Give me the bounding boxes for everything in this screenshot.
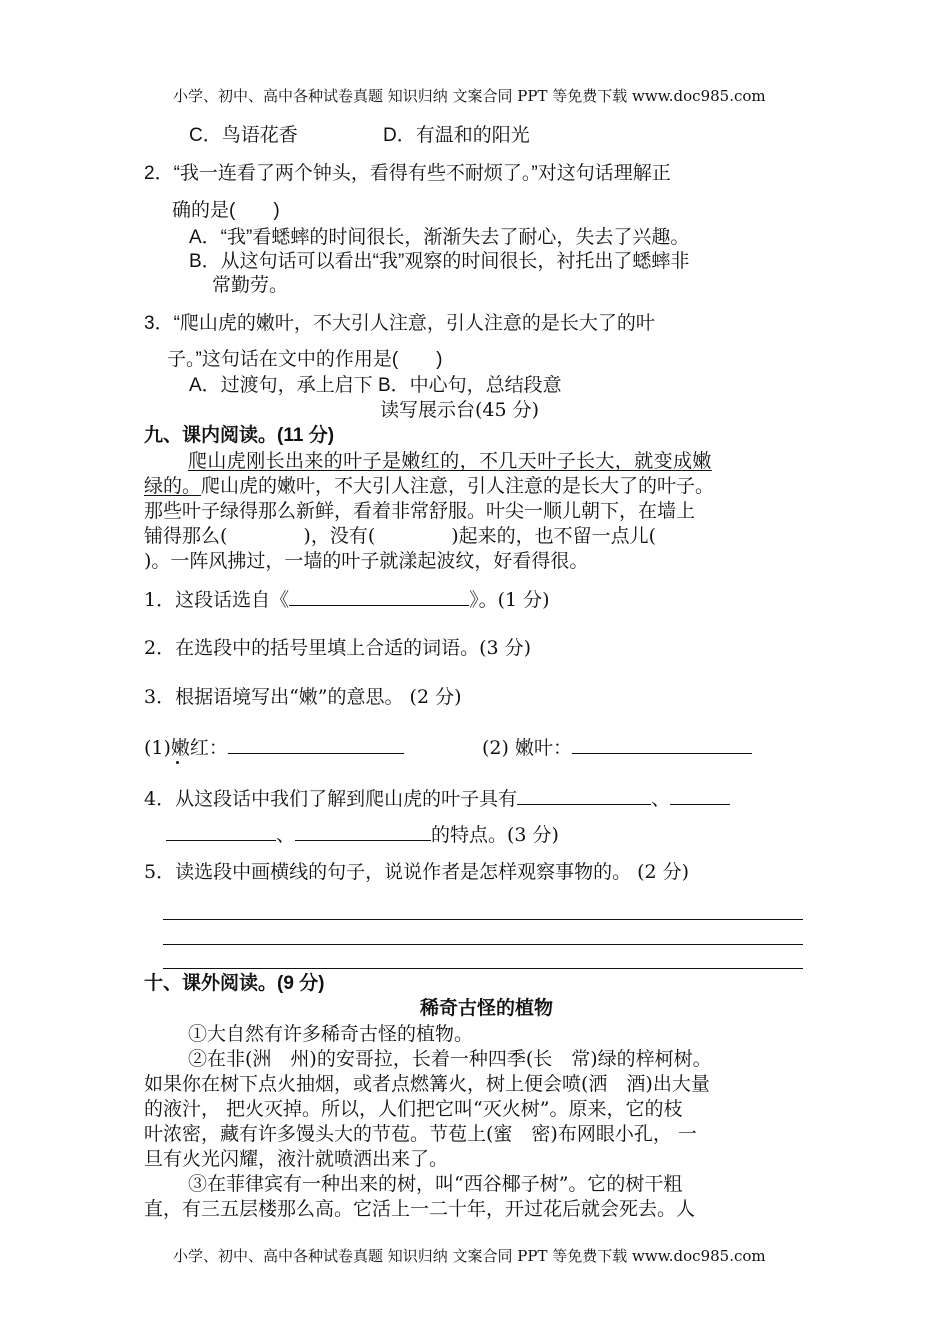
passage-line-1 bbox=[188, 449, 712, 473]
page-footer: 小学、初中、高中各种试卷真题 知识归纳 文案合同 PPT 等免费下载 www.doc985.com bbox=[173, 1247, 766, 1265]
question-2-option-b-line-1: B．从这句话可以看出“我”观察的时间很长，衬托出了蟋蟀非 bbox=[189, 251, 690, 272]
passage-line-2-rest: 爬山虎的嫩叶，不大引人注意，引人注意的是长大了的叶子。 bbox=[201, 475, 715, 497]
underlined-sentence-part-1: 爬山虎刚长出来的叶子是嫩红的，不几天叶子长大，就变成嫩 bbox=[188, 450, 712, 472]
nine-question-4-line-1 bbox=[144, 786, 730, 811]
q3-1-label: (1)嫩红： bbox=[144, 737, 228, 759]
answer-line-2[interactable] bbox=[163, 944, 803, 945]
article-line-1: ①大自然有许多稀奇古怪的植物。 bbox=[188, 1023, 474, 1045]
article-line-4: 的液汁， 把火灭掉。所以，人们把它叫“灭火树”。原来，它的枝 bbox=[144, 1098, 683, 1120]
question-3-line-2: 子。”这句话在文中的作用是( ) bbox=[167, 349, 443, 370]
article-line-7: ③在菲律宾有一种出来的树，叫“西谷椰子树”。它的树干粗 bbox=[188, 1173, 683, 1195]
article-title: 稀奇古怪的植物 bbox=[420, 998, 554, 1019]
option-c: C．鸟语花香 bbox=[189, 125, 298, 146]
article-line-6: 旦有火光闪耀，液汁就喷洒出来了。 bbox=[144, 1148, 449, 1170]
emphasis-dot bbox=[176, 761, 179, 764]
page-header: 小学、初中、高中各种试卷真题 知识归纳 文案合同 PPT 等免费下载 www.doc985.com bbox=[173, 87, 766, 105]
nine-question-3: 3．根据语境写出“嫩”的意思。 (2 分) bbox=[144, 686, 462, 708]
q4-separator: 、 bbox=[651, 788, 671, 810]
nine-question-3-2 bbox=[482, 735, 752, 760]
q1-answer-blank[interactable] bbox=[289, 587, 469, 606]
passage-line-3: 那些叶子绿得那么新鲜，看着非常舒服。叶尖一顺儿朝下，在墙上 bbox=[144, 500, 696, 522]
option-d: D．有温和的阳光 bbox=[383, 125, 530, 146]
q4-answer-blank-2a[interactable] bbox=[670, 786, 730, 805]
nine-question-3-1 bbox=[144, 735, 404, 760]
article-line-3: 如果你在树下点火抽烟，或者点燃篝火，树上便会喷(洒 酒)出大量 bbox=[144, 1073, 710, 1095]
q1-prefix: 1．这段话选自《 bbox=[144, 589, 290, 611]
answer-line-1[interactable] bbox=[163, 919, 803, 920]
nine-question-2: 2．在选段中的括号里填上合适的词语。(3 分) bbox=[144, 637, 532, 659]
q4-line2-separator: 、 bbox=[276, 824, 296, 846]
passage-line-5: )。一阵风拂过，一墙的叶子就漾起波纹，好看得很。 bbox=[144, 550, 589, 572]
question-2-line-1: 2．“我一连看了两个钟头，看得有些不耐烦了。”对这句话理解正 bbox=[144, 163, 671, 184]
passage-line-2 bbox=[144, 474, 714, 498]
nine-question-5: 5．读选段中画横线的句子，说说作者是怎样观察事物的。 (2 分) bbox=[144, 861, 690, 883]
answer-line-3[interactable] bbox=[163, 968, 803, 969]
question-3-options: A．过渡句，承上启下 B．中心句，总结段意 bbox=[189, 375, 562, 396]
q4-answer-blank-2b[interactable] bbox=[166, 822, 276, 841]
question-2-option-a: A．“我”看蟋蟀的时间很长，渐渐失去了耐心，失去了兴趣。 bbox=[189, 227, 690, 248]
question-2-option-b-line-2: 常勤劳。 bbox=[212, 275, 289, 296]
article-line-5: 叶浓密，藏有许多馒头大的节苞。节苞上(蜜 密)布网眼小孔， 一 bbox=[144, 1123, 697, 1145]
section-title: 读写展示台(45 分) bbox=[380, 399, 540, 421]
q3-1-answer-blank[interactable] bbox=[228, 735, 404, 754]
section-ten-title: 十、课外阅读。(9 分) bbox=[144, 973, 325, 994]
question-3-line-1: 3．“爬山虎的嫩叶，不大引人注意，引人注意的是长大了的叶 bbox=[144, 313, 655, 334]
q4-suffix: 的特点。(3 分) bbox=[431, 824, 559, 846]
section-nine-title: 九、课内阅读。(11 分) bbox=[144, 425, 335, 446]
nine-question-4-line-2 bbox=[166, 822, 559, 847]
q4-answer-blank-1[interactable] bbox=[517, 786, 651, 805]
nine-question-1 bbox=[144, 587, 550, 612]
q1-suffix: 》。(1 分) bbox=[469, 589, 550, 611]
passage-line-4: 铺得那么( )，没有( )起来的，也不留一点儿( bbox=[144, 525, 657, 547]
question-2-line-2: 确的是( ) bbox=[172, 200, 280, 221]
q3-2-answer-blank[interactable] bbox=[572, 735, 752, 754]
article-line-2: ②在非(洲 州)的安哥拉，长着一种四季(长 常)绿的梓柯树。 bbox=[188, 1048, 712, 1070]
underlined-sentence-part-2: 绿的。 bbox=[144, 475, 202, 497]
q4-answer-blank-3[interactable] bbox=[295, 822, 431, 841]
q3-2-label: (2) 嫩叶： bbox=[482, 737, 572, 759]
article-line-8: 直，有三五层楼那么高。它活上一二十年，开过花后就会死去。人 bbox=[144, 1198, 696, 1220]
q4-prefix: 4．从这段话中我们了解到爬山虎的叶子具有 bbox=[144, 788, 518, 810]
